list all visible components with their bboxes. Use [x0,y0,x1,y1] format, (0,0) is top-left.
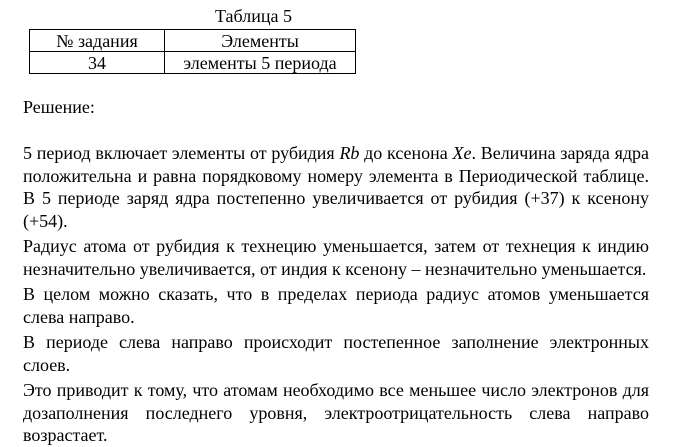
paragraph-electronegativity: Это приводит к тому, что атомам необходимо все меньшее число электронов для дозаполнения последнего уровня, электроотрицательность слева направо возрастает. [23,380,649,445]
header-task-number: № задания [30,30,165,52]
symbol-xe: Xe [452,143,472,163]
paragraph-electron-layers: В периоде слева направо происходит постепенное заполнение электронных слоев. [23,332,649,375]
header-elements: Элементы [165,30,356,52]
table-row [30,52,356,74]
solution-label: Решение: [23,97,95,117]
table-caption: Таблица 5 [215,6,292,26]
solution-text [23,142,649,447]
p1-text-1: 5 период включает элементы от рубидия [23,143,340,163]
paragraph-radius-summary: В целом можно сказать, что в пределах периода радиус атомов уменьшается слева направо. [23,284,649,327]
task-table [29,29,356,74]
paragraph-radius: Радиус атома от рубидия к технецию уменьшается, затем от технеция к индию незначительно увеличивается, от индия к ксенону – незначительно уменьшается. [23,236,649,279]
symbol-rb: Rb [339,143,360,163]
paragraph-period-range [23,142,649,232]
cell-elements: элементы 5 периода [165,52,356,74]
table-header-row [30,30,356,52]
cell-task-number: 34 [30,52,165,74]
p1-text-3: . Величина заряда ядра положительна и равна порядковому номеру элемента в Периодической таблице. В 5 периоде заряд ядра постепенно увеличивается от рубидия (+37) к ксенону (+54). [23,143,649,231]
p1-text-2: до ксенона [359,143,453,163]
